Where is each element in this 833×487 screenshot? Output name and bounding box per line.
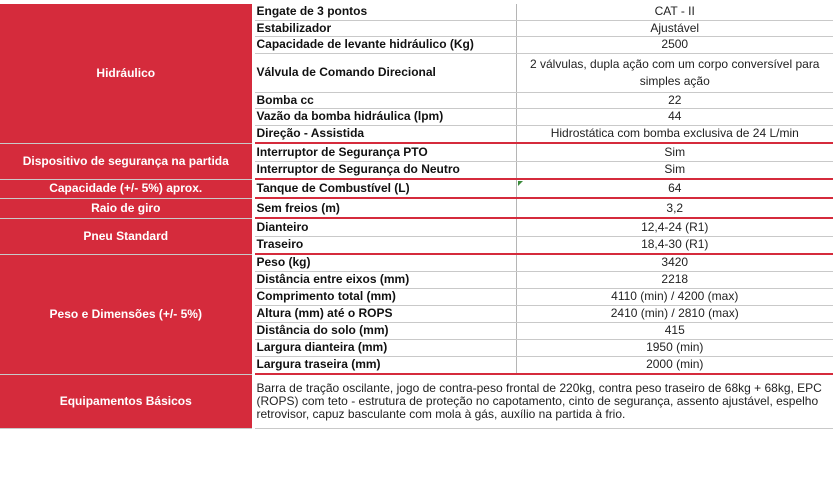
row-value: 4110 (min) / 4200 (max) <box>516 288 833 305</box>
row-value-text: 64 <box>668 181 682 195</box>
row-label: Largura traseira (mm) <box>253 356 516 374</box>
table-row <box>0 143 833 161</box>
row-value: 2 válvulas, dupla ação com um corpo conversível para simples ação <box>516 53 833 92</box>
row-label: Válvula de Comando Direcional <box>253 53 516 92</box>
row-label: Direção - Assistida <box>253 125 516 143</box>
row-label: Traseiro <box>253 236 516 254</box>
row-value: Ajustável <box>516 20 833 36</box>
row-label: Engate de 3 pontos <box>253 4 516 20</box>
table-row <box>0 179 833 198</box>
row-label: Altura (mm) até o ROPS <box>253 305 516 322</box>
row-label: Distância do solo (mm) <box>253 322 516 339</box>
category-hidraulico: Hidráulico <box>0 4 253 143</box>
row-label: Distância entre eixos (mm) <box>253 271 516 288</box>
category-pneu: Pneu Standard <box>0 218 253 254</box>
row-value: 1950 (min) <box>516 339 833 356</box>
row-label: Interruptor de Segurança PTO <box>253 143 516 161</box>
category-equipamentos: Equipamentos Básicos <box>0 374 253 428</box>
row-value: CAT - II <box>516 4 833 20</box>
row-value: 2000 (min) <box>516 356 833 374</box>
row-label: Tanque de Combustível (L) <box>253 179 516 198</box>
row-value: 415 <box>516 322 833 339</box>
row-label: Comprimento total (mm) <box>253 288 516 305</box>
table-row <box>0 218 833 236</box>
cell-comment-marker-icon <box>518 181 523 186</box>
table-row <box>0 254 833 271</box>
row-value: 44 <box>516 108 833 125</box>
table-row <box>0 4 833 20</box>
category-capacidade: Capacidade (+/- 5%) aprox. <box>0 179 253 198</box>
row-value: Sim <box>516 161 833 179</box>
category-raio: Raio de giro <box>0 198 253 218</box>
row-label: Interruptor de Segurança do Neutro <box>253 161 516 179</box>
spec-table <box>0 4 833 429</box>
row-label: Capacidade de levante hidráulico (Kg) <box>253 36 516 53</box>
row-value: 22 <box>516 92 833 108</box>
row-value: 12,4-24 (R1) <box>516 218 833 236</box>
row-label: Estabilizador <box>253 20 516 36</box>
row-label: Peso (kg) <box>253 254 516 271</box>
row-value <box>516 179 833 198</box>
table-row <box>0 198 833 218</box>
row-value: 18,4-30 (R1) <box>516 236 833 254</box>
row-value: 2500 <box>516 36 833 53</box>
row-label: Vazão da bomba hidráulica (lpm) <box>253 108 516 125</box>
row-value: Sim <box>516 143 833 161</box>
row-value: Hidrostática com bomba exclusiva de 24 L/min <box>516 125 833 143</box>
row-label: Largura dianteira (mm) <box>253 339 516 356</box>
table-row <box>0 374 833 428</box>
row-value: 2218 <box>516 271 833 288</box>
category-seguranca: Dispositivo de segurança na partida <box>0 143 253 179</box>
row-label: Bomba cc <box>253 92 516 108</box>
category-peso: Peso e Dimensões (+/- 5%) <box>0 254 253 374</box>
row-value: 2410 (min) / 2810 (max) <box>516 305 833 322</box>
row-label: Sem freios (m) <box>253 198 516 218</box>
row-value: 3,2 <box>516 198 833 218</box>
row-value: 3420 <box>516 254 833 271</box>
equipamentos-text: Barra de tração oscilante, jogo de contra-peso frontal de 220kg, contra peso traseiro de 68kg + 68kg, EPC (ROPS) com teto - estrutura de proteção no capotamento, cinto de segurança, assento ajustável, espelho retrovisor, capuz basculante com mola à gás, auxílio na partida à frio. <box>253 374 833 428</box>
row-label: Dianteiro <box>253 218 516 236</box>
